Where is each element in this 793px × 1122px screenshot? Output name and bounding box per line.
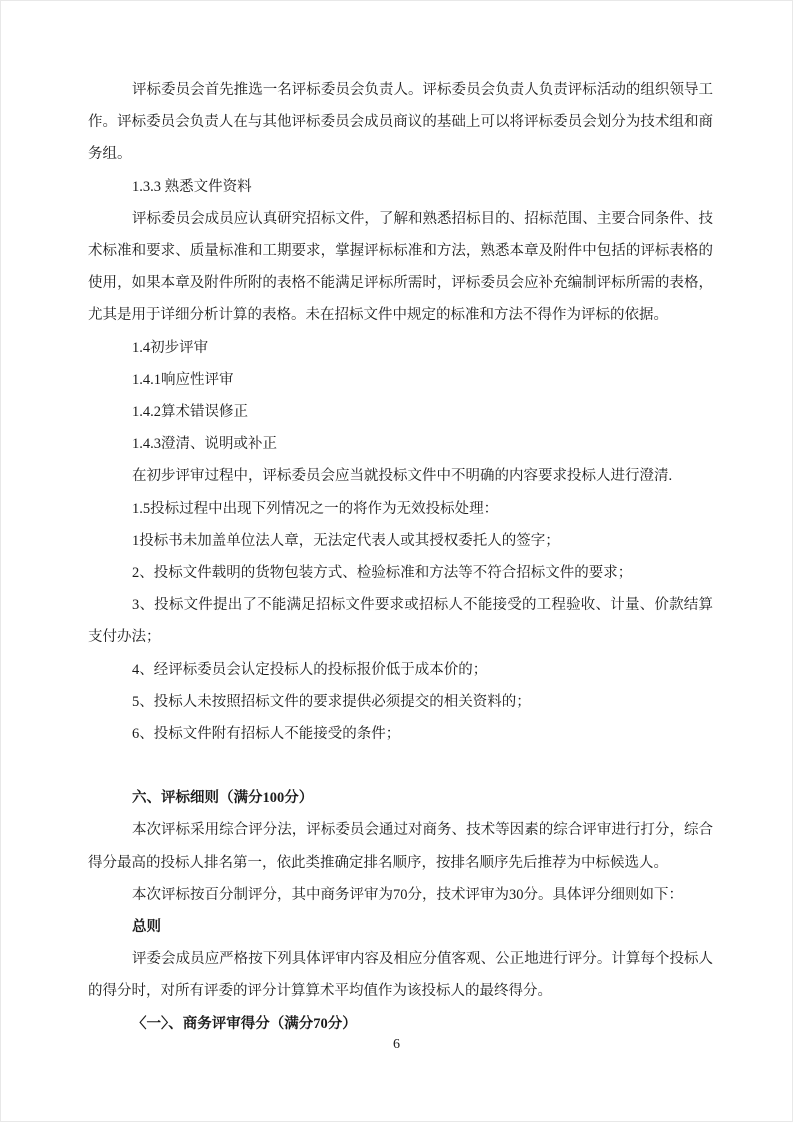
paragraph: 1.4.2算术错误修正 [132,404,248,421]
paragraph: 评标委员会成员应认真研究招标文件，了解和熟悉招标目的、招标范围、主要合同条件、技术标准和要求、质量标准和工期要求，掌握评标标准和方法，熟悉本章及附件中包括的评标表格的使用，如果本章及附件所附的表格不能满足评标所需时，评标委员会应补充编制评标所需的表格，尤其是用于详细分析计算的表格。未在招标文件中规定的标准和方法不得作为评标的依据。 [88,210,713,324]
paragraph: 本次评标按百分制评分，其中商务评审为70分，技术评审为30分。具体评分细则如下： [132,886,683,903]
section-heading: 总则 [132,919,161,936]
paragraph: 1.5投标过程中出现下列情况之一的将作为无效投标处理： [132,500,499,517]
paragraph: 6、投标文件附有招标人不能接受的条件； [132,726,401,743]
section-heading: 〈一〉、商务评审得分（满分70分） [132,1015,357,1032]
paragraph: 3、投标文件提出了不能满足招标文件要求或招标人不能接受的工程验收、计量、价款结算支付办法； [88,597,713,646]
paragraph: 评标委员会首先推选一名评标委员会负责人。评标委员会负责人负责评标活动的组织领导工作。评标委员会负责人在与其他评标委员会成员商议的基础上可以将评标委员会划分为技术组和商务组。 [88,82,713,163]
paragraph: 4、经评标委员会认定投标人的投标报价低于成本价的； [132,661,488,678]
paragraph: 评委会成员应严格按下列具体评审内容及相应分值客观、公正地进行评分。计算每个投标人的得分时，对所有评委的评分计算算术平均值作为该投标人的最终得分。 [88,951,713,1000]
document-body [88,74,713,1040]
paragraph: 本次评标采用综合评分法，评标委员会通过对商务、技术等因素的综合评审进行打分，综合得分最高的投标人排名第一，依此类推确定排名顺序，按排名顺序先后推荐为中标候选人。 [88,822,713,871]
paragraph: 1投标书未加盖单位法人章，无法定代表人或其授权委托人的签字； [132,532,560,549]
paragraph: 在初步评审过程中，评标委员会应当就投标文件中不明确的内容要求投标人进行澄清. [132,468,673,485]
paragraph: 1.4初步评审 [132,339,209,356]
paragraph: 2、投标文件载明的货物包装方式、检验标准和方法等不符合招标文件的要求； [132,565,633,582]
section-heading: 六、评标细则（满分100分） [132,790,314,807]
paragraph: 5、投标人未按照招标文件的要求提供必须提交的相关资料的； [132,693,531,710]
paragraph: 1.4.3澄清、说明或补正 [132,436,277,453]
page-number: 6 [393,1037,400,1052]
paragraph: 1.4.1响应性评审 [132,371,234,388]
paragraph: 1.3.3 熟悉文件资料 [132,178,252,195]
